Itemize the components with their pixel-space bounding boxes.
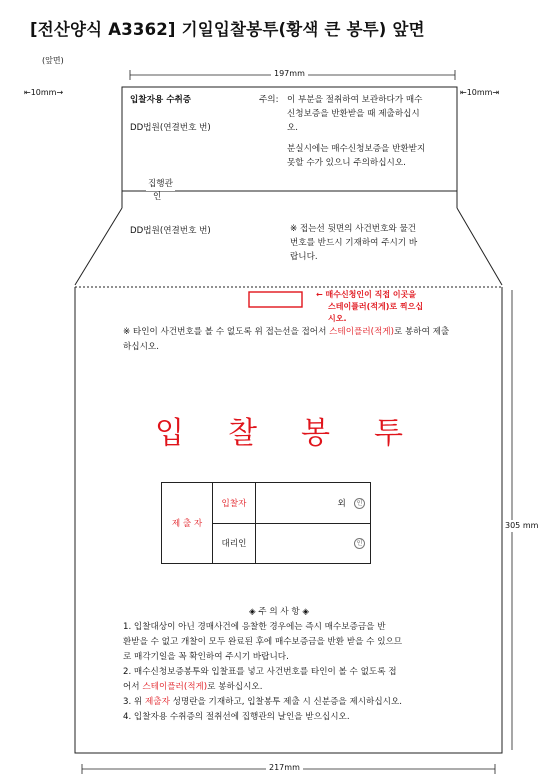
- caution-line: 4. 입찰자용 수취증의 절취선에 집행관의 날인을 받으십시오.: [123, 712, 350, 722]
- bidder-label: 입찰자: [213, 483, 256, 524]
- staple-note-line: 스테이플러(적게)로 찍으십: [328, 302, 424, 311]
- staple-note-line: 시오.: [328, 314, 347, 323]
- left-margin-label: ⇤10mm→: [24, 88, 64, 97]
- bottom-width-label: 217mm: [266, 763, 303, 772]
- caution-text: 3. 위: [123, 697, 145, 707]
- caution-line: [123, 680, 453, 695]
- document-title: [전산양식 A3362] 기일입찰봉투(황색 큰 봉투) 앞면: [30, 20, 425, 39]
- case-label-2: DD법원(연결번호 번): [130, 226, 211, 236]
- fold-notice-line: 랍니다.: [290, 252, 318, 262]
- right-margin-value: 10mm: [466, 88, 493, 97]
- bidder-field[interactable]: [256, 483, 371, 524]
- fold-notice: [290, 222, 417, 264]
- staple-note-line: ← 매수신청인이 직접 이곳을: [316, 290, 417, 299]
- cautions-heading: ◈ 주 의 사 항 ◈: [248, 607, 310, 617]
- fold-notice-line: 번호를 반드시 기재하여 주시기 바: [290, 238, 418, 248]
- top-width-label: 197mm: [271, 69, 308, 78]
- notice-line: 신청보증을 반환받을 때 제출하십시: [287, 109, 420, 119]
- notice-head: 주의:: [259, 95, 279, 105]
- seal-icon: 인: [354, 538, 365, 549]
- staple-notice-red: 스테이플러(적게): [329, 327, 394, 337]
- fold-notice-line: ※ 접는선 뒷면의 사건번호와 물건: [290, 224, 417, 234]
- envelope-big-title: 입찰봉투: [155, 416, 447, 451]
- staple-notice: [123, 325, 453, 355]
- caution-line: 2. 매수신청보증봉투와 입찰표를 넣고 사건번호를 타인이 볼 수 없도록 접: [123, 667, 397, 677]
- seal-icon: 인: [354, 498, 365, 509]
- caution-text: 어서: [123, 682, 143, 692]
- case-label: DD법원(연결번호 번): [130, 123, 211, 133]
- lost-line: 분실시에는 매수신청보증을 반환받지: [287, 144, 426, 154]
- caution-line: 환받을 수 없고 개찰이 모두 완료된 후에 매수보증금을 반환 받을 수 있으므: [123, 637, 403, 647]
- staple-note: [316, 289, 423, 325]
- left-margin-value: 10mm: [30, 88, 57, 97]
- staple-notice-pre: ※ 타인이 사건번호를 볼 수 없도록 위 접는선을 접어서: [123, 327, 330, 337]
- bidder-suffix: 외: [337, 498, 346, 509]
- right-margin-label: ⇤10mm⇥: [460, 88, 500, 97]
- caution-line: 1. 입찰대상이 아닌 경매사건에 응찰한 경우에는 즉시 매수보증금을 반: [123, 622, 386, 632]
- receipt-title: 입찰자용 수취증: [130, 95, 192, 105]
- submitter-group-label: 제 출 자: [162, 483, 213, 564]
- officer-seal-label: 인: [153, 192, 162, 202]
- notice-line: 이 부분을 절취하여 보관하다가 매수: [287, 95, 423, 105]
- notice-line: 오.: [287, 123, 299, 133]
- caution-line: [123, 695, 453, 710]
- side-label: (앞면): [42, 56, 64, 65]
- submitter-table: [161, 482, 371, 564]
- caution-red-text: 제출자: [144, 697, 170, 707]
- caution-text: 로 봉하십시오.: [207, 682, 263, 692]
- lost-line: 못할 수가 있으니 주의하십시오.: [287, 158, 406, 168]
- cautions-list: [123, 620, 453, 725]
- caution-line: 로 매각기일을 꼭 확인하여 주시기 바랍니다.: [123, 652, 289, 662]
- agent-field[interactable]: [256, 523, 371, 564]
- height-label: 305 mm: [505, 521, 539, 530]
- agent-label: 대리인: [213, 523, 256, 564]
- notice-block: [287, 93, 452, 170]
- caution-text: 성명란을 기재하고, 입찰봉투 제출 시 신분증을 제시하십시오.: [169, 697, 403, 707]
- officer-label: 집행관: [148, 179, 173, 189]
- caution-red-text: 스테이플러(적게): [142, 682, 208, 692]
- staple-notice-post: 로 봉하여 제출하십시오.: [123, 327, 450, 352]
